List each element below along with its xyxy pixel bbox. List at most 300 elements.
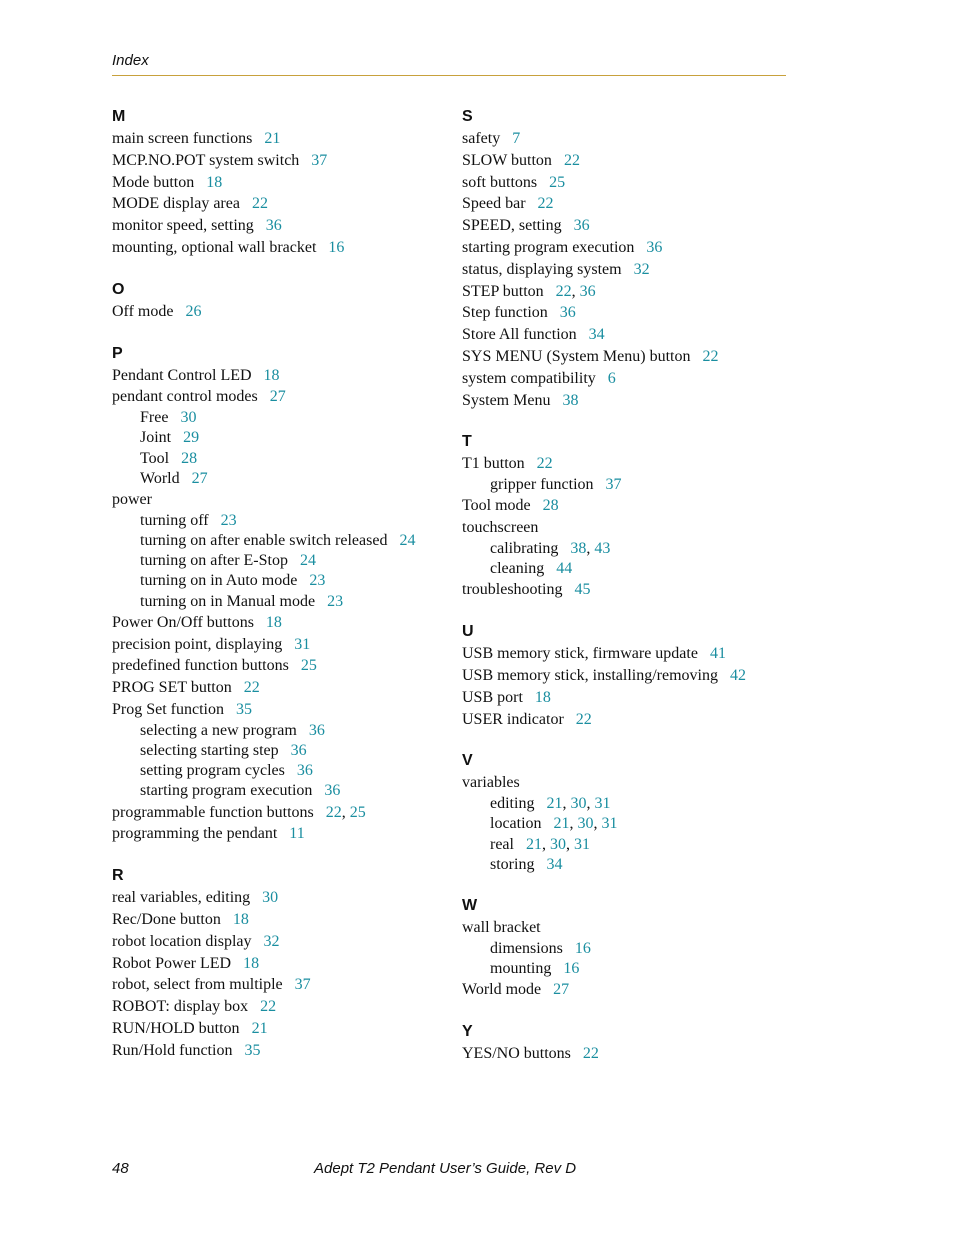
page-refs — [309, 572, 325, 589]
index-entry — [112, 655, 452, 677]
index-subentry — [112, 551, 452, 571]
index-term: Power On/Off buttons — [112, 613, 254, 631]
index-term: T1 button — [462, 455, 525, 473]
page-refs — [180, 409, 196, 426]
page-link[interactable]: 22 — [563, 151, 580, 169]
page-link[interactable]: 22 — [243, 679, 260, 697]
page-link[interactable]: 32 — [633, 260, 650, 278]
page-link[interactable]: 11 — [289, 825, 305, 843]
page-link[interactable]: 31 — [294, 635, 311, 653]
index-entry — [462, 193, 802, 215]
page-refs — [575, 940, 591, 957]
index-entry — [462, 709, 802, 731]
page-link[interactable]: 21 — [525, 835, 542, 853]
index-section — [462, 895, 802, 1001]
index-term: Tool — [140, 449, 170, 467]
page-link[interactable]: 29 — [183, 429, 200, 447]
index-term: editing — [490, 795, 535, 813]
page-ref-separator: , — [586, 539, 595, 557]
page-refs — [399, 532, 415, 549]
index-term: World — [140, 469, 180, 487]
index-term: Tool mode — [462, 497, 531, 515]
page-link[interactable]: 18 — [534, 688, 551, 706]
index-entry — [112, 996, 452, 1018]
page-refs — [206, 174, 222, 191]
index-entry — [462, 237, 802, 259]
section-letter: M — [112, 108, 126, 125]
page-refs — [574, 217, 590, 234]
page-refs — [324, 782, 340, 799]
index-entry — [462, 172, 802, 194]
index-entry — [112, 677, 452, 699]
index-subentry — [462, 475, 802, 495]
index-section — [112, 865, 452, 1061]
index-entry — [462, 687, 802, 709]
index-entry — [112, 634, 452, 656]
page-refs — [300, 552, 316, 569]
index-subentry — [462, 835, 802, 855]
page-link[interactable]: 25 — [549, 173, 566, 191]
index-term: programming the pendant — [112, 825, 278, 843]
page-refs — [546, 856, 562, 873]
page-link[interactable]: 22 — [555, 282, 572, 300]
index-term: SYS MENU (System Menu) button — [462, 347, 691, 365]
index-term: System Menu — [462, 391, 551, 409]
index-entry — [112, 172, 452, 194]
index-section — [112, 106, 452, 259]
page-refs — [244, 679, 260, 696]
page-refs — [608, 370, 616, 387]
page-link[interactable]: 16 — [574, 939, 591, 957]
index-term: touchscreen — [462, 519, 539, 537]
page-refs — [311, 152, 327, 169]
page-link[interactable]: 22 — [575, 710, 592, 728]
page-refs — [309, 722, 325, 739]
index-term: USB memory stick, firmware update — [462, 645, 698, 663]
index-entry — [462, 453, 802, 475]
page-link[interactable]: 36 — [646, 238, 663, 256]
section-letter: U — [462, 623, 474, 641]
page-link[interactable]: 36 — [265, 217, 282, 235]
page-refs — [328, 239, 344, 256]
index-entry — [462, 150, 802, 172]
page-ref-separator: , — [565, 835, 574, 853]
index-term: turning on in Auto mode — [140, 572, 298, 590]
index-subentry — [112, 428, 452, 448]
index-term: status, displaying system — [462, 260, 622, 278]
page-link[interactable]: 36 — [296, 762, 313, 780]
page-link[interactable]: 18 — [206, 173, 223, 191]
index-term: selecting a new program — [140, 721, 297, 739]
page-refs — [289, 825, 304, 842]
page-refs — [266, 614, 282, 631]
page-link[interactable]: 34 — [546, 855, 563, 873]
index-entry — [112, 386, 452, 408]
section-letter: Y — [462, 1022, 473, 1040]
document-title: Adept T2 Pendant User’s Guide, Rev D — [314, 1160, 577, 1177]
index-term: real — [490, 835, 514, 853]
page-refs — [236, 701, 252, 718]
index-term: turning on after enable switch released — [140, 531, 388, 549]
index-entry — [112, 612, 452, 634]
page-link[interactable]: 18 — [232, 910, 249, 928]
index-term: wall bracket — [462, 918, 541, 936]
index-term: USB port — [462, 688, 523, 706]
index-term: Prog Set function — [112, 700, 224, 718]
page-refs — [295, 976, 311, 993]
index-term: MODE display area — [112, 195, 240, 213]
page-link[interactable]: 21 — [546, 795, 563, 813]
page-link[interactable]: 37 — [605, 476, 622, 494]
index-entry — [112, 301, 452, 323]
page-ref-separator: , — [571, 282, 580, 300]
page-refs — [260, 998, 276, 1015]
page-refs — [576, 711, 592, 728]
index-subentry — [112, 571, 452, 591]
index-entry — [112, 953, 452, 975]
index-term: safety — [462, 130, 501, 147]
page-link[interactable]: 22 — [536, 455, 553, 473]
index-term: Free — [140, 409, 169, 427]
index-subentry — [462, 855, 802, 875]
index-entry — [462, 346, 802, 368]
index-entry — [112, 150, 452, 172]
index-entry — [112, 909, 452, 931]
index-entry — [112, 887, 452, 909]
section-letter: O — [112, 280, 125, 298]
page-link[interactable]: 16 — [328, 238, 345, 256]
page-refs — [526, 836, 590, 853]
index-subentry — [112, 592, 452, 612]
index-subentry — [112, 531, 452, 551]
index-subentry — [462, 559, 802, 579]
page-refs — [553, 981, 569, 998]
page-link[interactable]: 22 — [537, 195, 554, 213]
index-subentry — [112, 741, 452, 761]
index-term: World mode — [462, 981, 542, 999]
index-entry — [462, 324, 802, 346]
index-entry — [112, 974, 452, 996]
index-entry — [112, 1018, 452, 1040]
page-link[interactable]: 31 — [594, 795, 611, 813]
page-link[interactable]: 22 — [325, 803, 342, 821]
page-refs — [564, 152, 580, 169]
page-link[interactable]: 34 — [588, 326, 605, 344]
page-link[interactable]: 38 — [570, 539, 587, 557]
index-term: cleaning — [490, 560, 545, 578]
page-link[interactable]: 35 — [236, 700, 252, 718]
page-link[interactable]: 30 — [262, 889, 279, 907]
page-refs — [574, 581, 590, 598]
page-link[interactable]: 7 — [512, 130, 521, 147]
page-link[interactable]: 38 — [562, 391, 579, 409]
page-refs — [252, 195, 268, 212]
index-subentry — [112, 511, 452, 531]
index-entry — [462, 215, 802, 237]
page-refs — [563, 960, 579, 977]
page-refs — [252, 1020, 268, 1037]
page-refs — [244, 1042, 260, 1059]
index-entry — [462, 917, 802, 939]
index-term: Rec/Done button — [112, 910, 221, 928]
page-link[interactable]: 28 — [181, 449, 198, 467]
page-link[interactable]: 23 — [327, 592, 344, 610]
page-link[interactable]: 27 — [191, 469, 208, 487]
page-refs — [537, 455, 553, 472]
section-letter: R — [112, 867, 124, 885]
page-refs — [535, 689, 551, 706]
page-refs — [546, 795, 610, 812]
page-link[interactable]: 42 — [729, 666, 746, 684]
index-entry — [112, 931, 452, 953]
page-link[interactable]: 31 — [573, 835, 590, 853]
page-link[interactable]: 41 — [709, 645, 726, 663]
index-term: system compatibility — [462, 369, 596, 387]
index-section — [462, 750, 802, 875]
index-term: Mode button — [112, 173, 195, 191]
index-entry — [462, 368, 802, 390]
page-link[interactable]: 21 — [264, 130, 281, 147]
index-term: selecting starting step — [140, 741, 279, 759]
index-entry — [462, 495, 802, 517]
index-term: soft buttons — [462, 173, 538, 191]
index-subentry — [112, 721, 452, 741]
page-refs — [538, 195, 554, 212]
index-entry — [462, 259, 802, 281]
index-term: SPEED, setting — [462, 217, 562, 235]
page-refs — [634, 261, 650, 278]
page-link[interactable]: 36 — [290, 741, 307, 759]
page-refs — [710, 645, 726, 662]
index-term: starting program execution — [140, 782, 313, 800]
index-term: calibrating — [490, 539, 559, 557]
page-link[interactable]: 6 — [607, 369, 616, 387]
page-refs — [556, 283, 596, 300]
index-entry — [112, 802, 452, 824]
index-entry — [462, 579, 802, 601]
index-term: programmable function buttons — [112, 803, 314, 821]
index-entry — [462, 979, 802, 1001]
page-link[interactable]: 35 — [244, 1041, 261, 1059]
index-term: pendant control modes — [112, 388, 258, 406]
index-subentry — [462, 959, 802, 979]
page-link[interactable]: 22 — [582, 1044, 599, 1062]
page-refs — [264, 933, 280, 950]
page-refs — [301, 657, 317, 674]
index-term: Joint — [140, 429, 172, 447]
index-section — [462, 621, 802, 730]
page-number: 48 — [112, 1160, 129, 1177]
page-link[interactable]: 22 — [260, 998, 277, 1016]
page-link[interactable]: 18 — [265, 613, 282, 631]
index-entry — [462, 643, 802, 665]
page-refs — [327, 593, 343, 610]
index-term: setting program cycles — [140, 762, 285, 780]
page-link[interactable]: 31 — [601, 815, 618, 833]
page-link[interactable]: 18 — [263, 366, 280, 384]
page-link[interactable]: 25 — [349, 803, 366, 821]
section-letter: T — [462, 433, 472, 451]
index-entry — [462, 772, 802, 794]
page-refs — [543, 497, 559, 514]
page-link[interactable]: 24 — [399, 531, 416, 549]
index-term: robot location display — [112, 932, 252, 950]
index-subentry — [462, 539, 802, 559]
page-link[interactable]: 18 — [243, 954, 260, 972]
page-refs — [570, 540, 610, 557]
page-link[interactable]: 36 — [559, 304, 576, 322]
index-term: Step function — [462, 304, 548, 322]
page-refs — [297, 762, 313, 779]
page-refs — [549, 174, 565, 191]
page-link[interactable]: 30 — [180, 409, 197, 427]
index-entry — [112, 128, 452, 150]
page-link[interactable]: 27 — [553, 981, 570, 999]
index-term: Off mode — [112, 302, 174, 320]
index-term: troubleshooting — [462, 581, 563, 599]
index-term: USER indicator — [462, 710, 564, 728]
page-refs — [264, 367, 280, 384]
index-term: YES/NO buttons — [462, 1044, 571, 1062]
index-subentry — [112, 781, 452, 801]
index-subentry — [462, 814, 802, 834]
page-refs — [730, 667, 746, 684]
index-term: starting program execution — [462, 238, 635, 256]
page-link[interactable]: 30 — [577, 815, 594, 833]
index-entry — [462, 281, 802, 303]
header-rule — [112, 75, 786, 76]
page-ref-separator: , — [569, 815, 578, 833]
page-refs — [583, 1045, 599, 1062]
index-column-left — [112, 106, 452, 1082]
index-section — [112, 343, 452, 846]
index-subentry — [112, 761, 452, 781]
section-letter: S — [462, 108, 473, 125]
index-section — [462, 106, 802, 411]
page-refs — [556, 560, 572, 577]
page-refs — [185, 303, 201, 320]
index-entry — [462, 302, 802, 324]
page-refs — [326, 804, 366, 821]
section-letter: P — [112, 344, 123, 362]
page-refs — [262, 889, 278, 906]
page-refs — [560, 304, 576, 321]
index-term: variables — [462, 774, 520, 792]
index-subentry — [112, 408, 452, 428]
page-link[interactable]: 32 — [263, 932, 280, 950]
index-term: Robot Power LED — [112, 954, 232, 972]
page-refs — [512, 130, 520, 147]
page-link[interactable]: 30 — [570, 795, 587, 813]
index-term: PROG SET button — [112, 679, 232, 697]
page-link[interactable]: 28 — [542, 497, 559, 515]
page-refs — [589, 326, 605, 343]
index-term: robot, select from multiple — [112, 976, 283, 994]
page-refs — [181, 450, 197, 467]
index-subentry — [112, 469, 452, 489]
index-term: Run/Hold function — [112, 1041, 233, 1059]
page-link[interactable]: 21 — [553, 815, 570, 833]
index-entry — [462, 128, 802, 150]
page-refs — [266, 217, 282, 234]
page-refs — [233, 911, 249, 928]
page-refs — [702, 348, 718, 365]
page-link[interactable]: 36 — [579, 282, 596, 300]
index-term: real variables, editing — [112, 889, 251, 907]
running-header: Index — [112, 52, 149, 69]
index-entry — [112, 1040, 452, 1062]
index-term: Store All function — [462, 326, 577, 344]
index-term: predefined function buttons — [112, 657, 289, 675]
page-refs — [606, 476, 622, 493]
page-link[interactable]: 23 — [309, 572, 326, 590]
index-entry — [112, 193, 452, 215]
section-letter: V — [462, 752, 473, 770]
page-link[interactable]: 44 — [556, 560, 573, 578]
page-link[interactable]: 27 — [269, 388, 286, 406]
page-link[interactable]: 37 — [294, 976, 311, 994]
index-entry — [462, 517, 802, 539]
index-entry — [112, 489, 452, 511]
index-term: dimensions — [490, 939, 563, 957]
index-entry — [112, 823, 452, 845]
index-subentry — [112, 449, 452, 469]
index-section — [462, 1021, 802, 1065]
page-link[interactable]: 36 — [308, 721, 325, 739]
page-link[interactable]: 22 — [251, 195, 268, 213]
page-link[interactable]: 43 — [594, 539, 611, 557]
page-refs — [554, 815, 618, 832]
page-refs — [192, 470, 208, 487]
page-link[interactable]: 30 — [549, 835, 566, 853]
page-link[interactable]: 21 — [251, 1019, 268, 1037]
index-entry — [112, 215, 452, 237]
index-subentry — [462, 794, 802, 814]
page-ref-separator: , — [341, 803, 350, 821]
page-refs — [264, 130, 280, 147]
index-column-right — [462, 106, 802, 1085]
page-ref-separator: , — [562, 795, 571, 813]
index-term: precision point, displaying — [112, 635, 283, 653]
index-entry — [112, 237, 452, 259]
page-link[interactable]: 16 — [563, 959, 580, 977]
page-link[interactable]: 36 — [324, 782, 341, 800]
page-ref-separator: , — [586, 795, 595, 813]
index-subentry — [462, 939, 802, 959]
page-link[interactable]: 22 — [702, 347, 719, 365]
page-link[interactable]: 36 — [573, 217, 590, 235]
page-link[interactable]: 37 — [311, 151, 328, 169]
index-term: main screen functions — [112, 130, 253, 147]
index-entry — [462, 665, 802, 687]
page-link[interactable]: 45 — [574, 581, 591, 599]
page-link[interactable]: 23 — [220, 511, 237, 529]
index-term: storing — [490, 855, 535, 873]
index-term: ROBOT: display box — [112, 998, 249, 1016]
page-link[interactable]: 26 — [185, 302, 202, 320]
index-entry — [462, 390, 802, 412]
index-term: turning on after E-Stop — [140, 552, 288, 570]
index-term: turning off — [140, 511, 209, 529]
page-link[interactable]: 25 — [300, 657, 317, 675]
index-term: Speed bar — [462, 195, 526, 213]
index-entry — [112, 365, 452, 387]
index-section — [112, 279, 452, 323]
page-ref-separator: , — [593, 815, 602, 833]
page-link[interactable]: 24 — [299, 552, 316, 570]
index-term: STEP button — [462, 282, 544, 300]
section-letter: W — [462, 896, 478, 914]
